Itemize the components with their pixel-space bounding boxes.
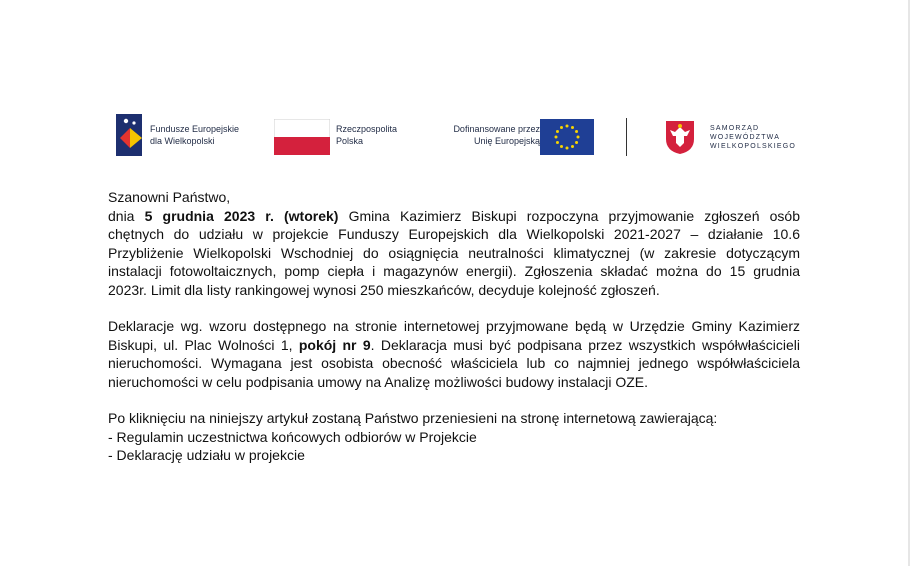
room-highlight: pokój nr 9 (298, 336, 371, 353)
samorzad-line3: WIELKOPOLSKIEGO (710, 143, 797, 150)
p3-line-3: - Deklarację udziału w projekcie (108, 447, 305, 463)
p1-l1-post: Gmina Kazimierz Biskupi rozpoczyna przyjmowanie zgłoszeń osób (338, 207, 800, 224)
fundusze-europejskie-text (150, 123, 270, 147)
p2-line-4: nieruchomości w celu podpisania umowy na Analizę możliwości budowy instalacji OZE. (108, 373, 649, 390)
p1-line-2: chętnych do udziału w projekcie Funduszy Europejskich dla Wielkopolski 2021-2027 – działanie 10.6 (108, 226, 800, 242)
unia-line1: Dofinansowane przez (453, 124, 540, 134)
rzeczpospolita-line1: Rzeczpospolita (336, 124, 398, 134)
p1-l1-pre: dnia (108, 207, 145, 224)
p2-l2-post: . Deklaracja musi być podpisana przez wszystkich współwłaścicieli (370, 336, 800, 353)
eu-star-icon (575, 141, 578, 144)
eu-star-icon (575, 130, 578, 133)
eu-star-icon (571, 126, 574, 129)
eu-flag-logo (540, 119, 594, 160)
eu-star-icon (556, 130, 559, 133)
wielkopolska-eagle-crest-icon (664, 119, 696, 155)
eu-star-icon (566, 147, 569, 150)
polish-flag-logo (274, 119, 330, 160)
eu-star-icon (556, 141, 559, 144)
eu-star-icon (566, 125, 569, 128)
eu-star-icon (560, 145, 563, 148)
eu-star-icon (577, 136, 580, 139)
logo-divider (626, 118, 627, 156)
eu-flag-icon (540, 119, 594, 155)
samorzad-line1: SAMORZĄD (710, 125, 760, 132)
p1-line-5: 2023r. Limit dla listy rankingowej wynosi 250 mieszkańców, decyduje kolejność zgłoszeń. (108, 281, 660, 298)
p2-line-3: nieruchomości. Wymagana jest osobista obecność właściciela lub co najmniej jednego współwłaściciela (108, 355, 800, 371)
p2-line-1: Deklaracje wg. wzoru dostępnego na stronie internetowej przyjmowane będą w Urzędzie Gminy Kazimierz (108, 318, 800, 334)
p1-line-3: Przybliżenie Wielkopolski Wschodniej do osiągnięcia neutralności klimatycznej (w zakresie dotyczącym (108, 244, 800, 261)
rzeczpospolita-text (336, 123, 426, 147)
rzeczpospolita-line2: Polska (336, 136, 364, 146)
greeting: Szanowni Państwo, (108, 189, 231, 205)
p1-line-4: instalacji fotowoltaicznych, pomp ciepła i magazynów energii). Zgłoszenia składać można do 15 grudnia (108, 263, 800, 279)
fundusze-line2: dla Wielkopolski (150, 136, 215, 146)
letter-body (108, 188, 800, 483)
date-highlight: 5 grudnia 2023 r. (wtorek) (144, 207, 339, 224)
samorzad-text (710, 124, 820, 151)
eu-star-icon (560, 126, 563, 129)
p2-line-2 (108, 336, 800, 355)
fundusze-europejskie-emblem-icon (114, 110, 146, 160)
unia-line2: Unię Europejską (473, 136, 540, 146)
polish-flag-icon (274, 119, 330, 155)
samorzad-line2: WOJEWÓDZTWA (710, 134, 781, 141)
p2-l2-pre: Biskupi, ul. Plac Wolności 1, (108, 336, 299, 353)
eu-star-icon (571, 145, 574, 148)
eu-star-icon (555, 136, 558, 139)
p3-line-1: Po kliknięciu na niniejszy artykuł zostaną Państwo przeniesieni na stronę internetową zawierającą: (108, 410, 718, 426)
fundusze-line1: Fundusze Europejskie (150, 124, 240, 134)
fundusze-europejskie-logo (114, 110, 146, 165)
paragraph-3 (108, 409, 800, 465)
paragraph-2 (108, 317, 800, 391)
unia-europejska-text (430, 123, 540, 147)
p3-line-2: - Regulamin uczestnictwa końcowych odbiorów w Projekcie (108, 428, 477, 445)
paragraph-1 (108, 188, 800, 299)
samorzad-logo (664, 119, 696, 160)
p1-line-1 (108, 207, 800, 226)
